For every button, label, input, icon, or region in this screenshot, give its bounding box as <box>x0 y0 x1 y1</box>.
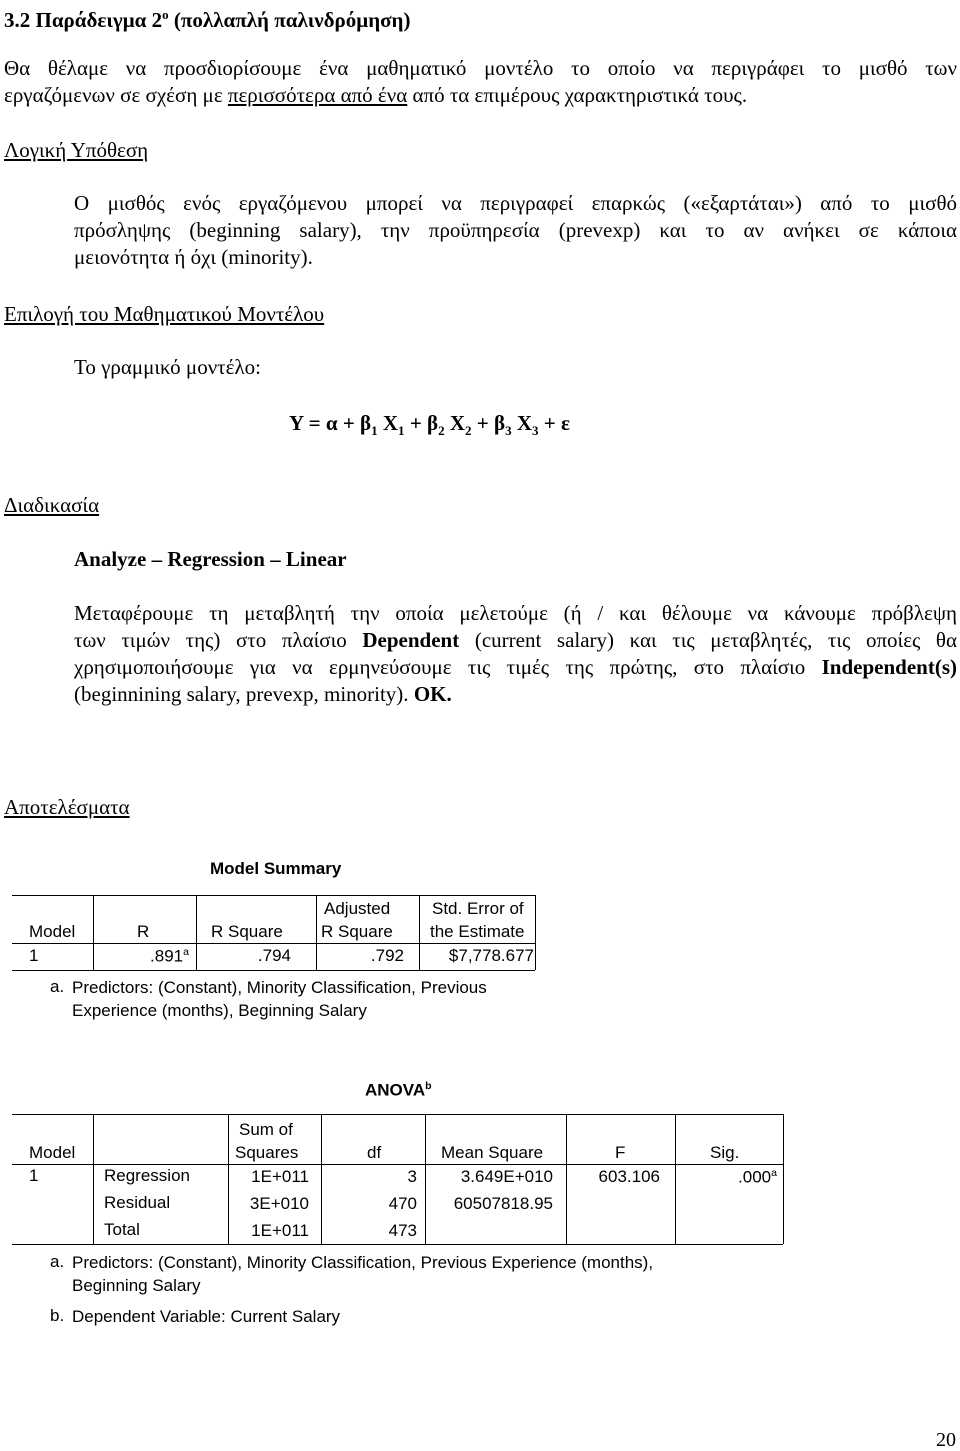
anova-row-label: Regression <box>104 1166 190 1185</box>
cell-r-square: .794 <box>257 946 291 965</box>
procedure-line-1: Μεταφέρουμε τη μεταβλητή την οποία μελετούμε (ή / και θέλουμε να κάνουμε πρόβλεψη <box>74 601 957 625</box>
anova-cell-df: 473 <box>388 1221 417 1240</box>
anova-header-sig: Sig. <box>710 1143 740 1162</box>
results-title: Αποτελέσματα <box>4 795 130 819</box>
hypothesis-title: Λογική Υπόθεση <box>4 138 149 162</box>
header-r-square: R Square <box>211 922 283 941</box>
header-estimate: the Estimate <box>430 922 525 941</box>
footnote-mark: a. <box>50 977 65 996</box>
cell-std-error: $7,778.677 <box>448 946 534 965</box>
hypothesis-line-1: Ο μισθός ενός εργαζόμενου μπορεί να περιγραφεί επαρκώς («εξαρτάται») από το μισθό <box>74 191 957 215</box>
section-title-suffix: (πολλαπλή παλινδρόμηση) <box>173 8 411 32</box>
section-heading <box>4 2 410 33</box>
intro-text: εργαζόμενων σε σχέση με <box>4 83 223 107</box>
anova-cell-df: 470 <box>388 1194 417 1213</box>
page-number: 20 <box>936 1429 956 1451</box>
anova-footnote-a-line-1: Predictors: (Constant), Minority Classification, Previous Experience (months), <box>72 1253 654 1272</box>
anova-footnote-b-mark: b. <box>50 1306 65 1325</box>
anova-footnote-a-mark: a. <box>50 1252 65 1271</box>
model-choice-title: Επιλογή του Μαθηματικού Μοντέλου <box>4 302 325 326</box>
procedure-menu-path: Analyze – Regression – Linear <box>74 547 347 571</box>
superscript: ο <box>162 7 169 22</box>
model-equation: $Y = \alpha + \beta_1$ $X_1 + \beta_2$ $X_2 + \beta_3$ $X_3 + \varepsilon$ <box>289 411 570 439</box>
anova-cell-ss: 1E+011 <box>251 1167 309 1186</box>
cell-adjusted: .792 <box>370 946 404 965</box>
intro-paragraph <box>4 55 957 109</box>
anova-cell-ss: 3E+010 <box>249 1194 309 1213</box>
intro-emphasis: περισσότερα από ένα <box>227 83 408 107</box>
header-adjusted: Adjusted <box>324 899 391 918</box>
procedure-title: Διαδικασία <box>4 493 100 517</box>
procedure-paragraph <box>74 600 957 708</box>
header-std-error: Std. Error of <box>432 899 524 918</box>
anova-cell-ms: 3.649E+010 <box>460 1167 553 1186</box>
cell-r: .891$^a$ <box>150 946 189 966</box>
section-number: 3.2 <box>4 8 31 32</box>
header-adjusted-r-square: R Square <box>321 922 393 941</box>
procedure-line-4: (beginnining salary, prevexp, minority). OK. <box>74 682 452 706</box>
anova-cell-ms: 60507818.95 <box>453 1194 553 1213</box>
anova-header-df: df <box>367 1143 382 1162</box>
anova-footnote-b: Dependent Variable: Current Salary <box>72 1307 341 1326</box>
anova-cell-ss: 1E+011 <box>251 1221 309 1240</box>
cell-model: 1 <box>29 946 39 965</box>
hypothesis-line-2: πρόσληψης (beginning salary), την προϋπηρεσία (prevexp) και το αν ανήκει σε κάποια <box>74 218 957 242</box>
header-r: R <box>137 922 150 941</box>
intro-line-1: Θα θέλαμε να προσδιορίσουμε ένα μαθηματικό μοντέλο το οποίο να περιγράφει το μισθό των <box>4 56 957 80</box>
anova-header-model: Model <box>29 1143 76 1162</box>
anova-header-sum: Sum of <box>239 1120 293 1139</box>
anova-row-label: Residual <box>104 1193 171 1212</box>
anova-cell-f: 603.106 <box>598 1167 660 1186</box>
hypothesis-line-3: μειονότητα ή όχι (minority). <box>74 245 313 269</box>
anova-model-number: 1 <box>29 1166 39 1185</box>
anova-cell-sig: .000$^a$ <box>738 1167 777 1187</box>
model-summary-title: Model Summary <box>210 859 342 878</box>
anova-header-f: F <box>615 1143 626 1162</box>
hypothesis-paragraph <box>74 190 957 271</box>
anova-row-label: Total <box>104 1220 140 1239</box>
procedure-line-2: των τιμών της) στο πλαίσιο Dependent (current salary) και τις μεταβλητές, τις οποίες θα <box>74 628 957 652</box>
anova-title: ANOVA$^b$ <box>365 1080 432 1100</box>
anova-footnote-a-line-2: Beginning Salary <box>72 1276 201 1295</box>
anova-cell-df: 3 <box>407 1167 417 1186</box>
anova-header-squares: Squares <box>235 1143 299 1162</box>
header-model: Model <box>29 922 76 941</box>
footnote-line-1: Predictors: (Constant), Minority Classification, Previous <box>72 978 487 997</box>
procedure-line-3: χρησιμοποιήσουμε για να ερμηνεύσουμε τις τιμές της πρώτης, στο πλαίσιο Independent(s) <box>74 655 957 679</box>
intro-line-2 <box>4 83 747 107</box>
section-title: Παράδειγμα 2 <box>35 8 163 32</box>
footnote-line-2: Experience (months), Beginning Salary <box>72 1001 367 1020</box>
intro-text-end: από τα επιμέρους χαρακτηριστικά τους. <box>412 83 748 107</box>
model-label: Το γραμμικό μοντέλο: <box>74 355 261 379</box>
anova-header-mean-square: Mean Square <box>441 1143 544 1162</box>
